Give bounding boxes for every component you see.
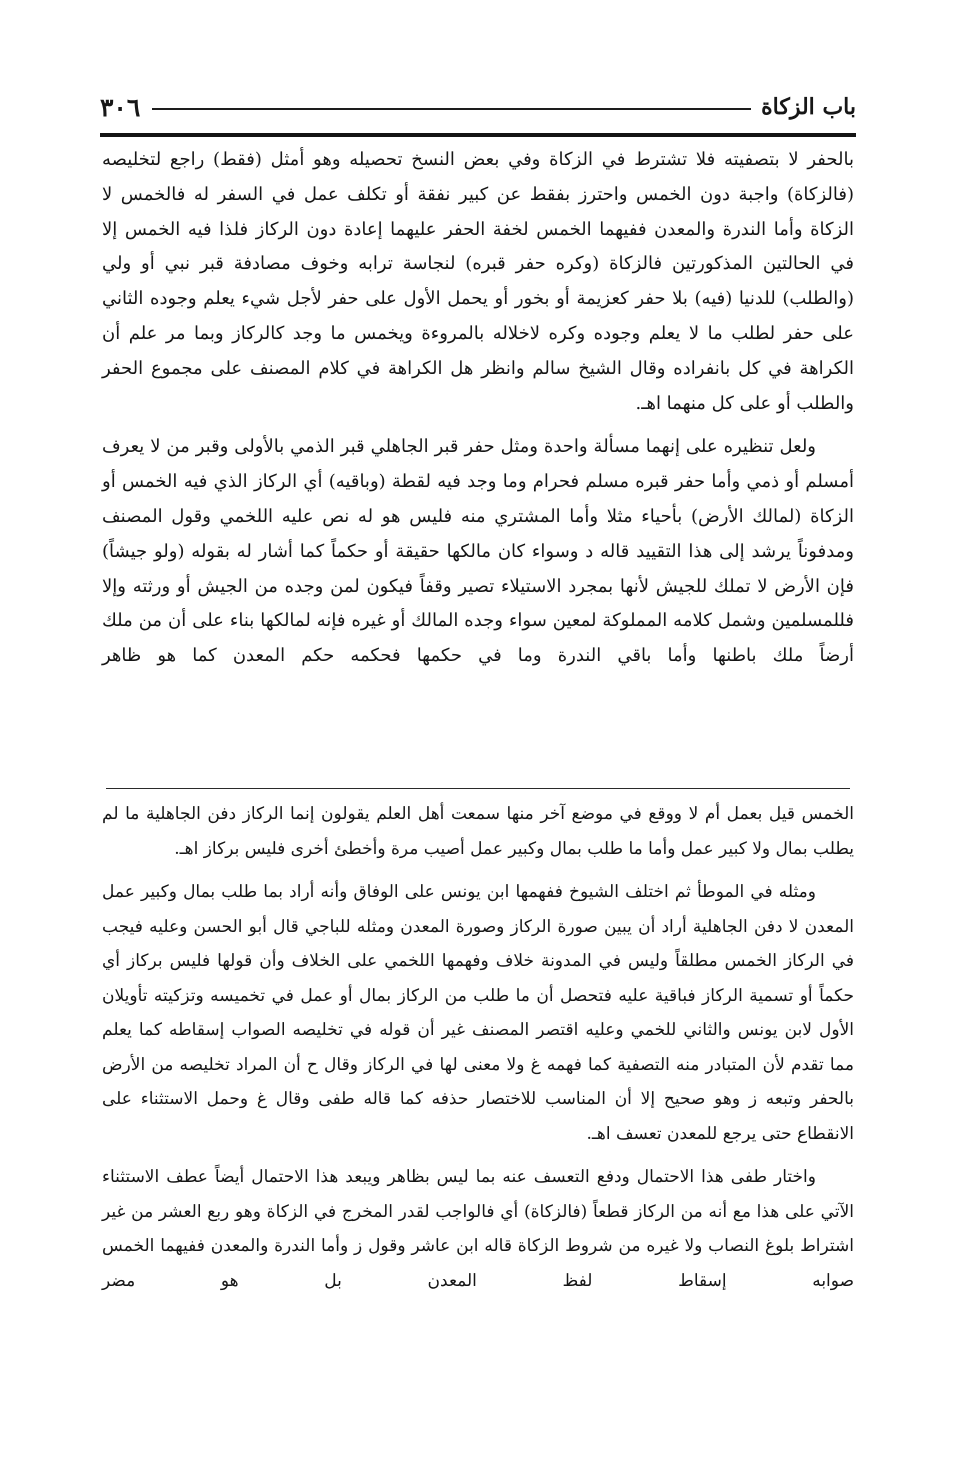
footnote-divider [106, 788, 850, 789]
header-rule [152, 108, 751, 110]
chapter-title: باب الزكاة [761, 94, 856, 120]
header-divider [100, 133, 856, 137]
footnote-paragraph: واختار طفى هذا الاحتمال ودفع التعسف عنه بما ليس بظاهر ويبعد هذا الاحتمال أيضاً عطف الاستثناء الآتي على هذا مع أنه من الركاز قطعاً (فالزكاة) أي فالواجب لقدر المخرج في الزكاة وهو ربع العشر من غير اشتراط بلوغ النصاب ولا غيره من شروط الزكاة قاله ابن عاشر وقول ز وأما الندرة والمعدن ففيهما الخمس صوابه إسقاط لفظ المعدن بل هو مضر [102, 1167, 854, 1291]
page-header [100, 90, 856, 124]
main-text [102, 143, 854, 674]
main-paragraph: ولعل تنظيره على إنهما مسألة واحدة ومثل حفر قبر الجاهلي قبر الذمي بالأولى وقبر من لا يعرف أمسلم أو ذمي وأما حفر قبره مسلم فحرام وما وجد فيه لقطة (وباقيه) أي الركاز الذي فيه الخمس أو الزكاة (لمالك الأرض) بأحياء مثلا وأما المشتري منه فليس هو له نص عليه اللخمي وقول المصنف ومدفوناً يرشد إلى هذا التقييد قاله د وسواء كان مالكها حقيقة أو حكماً كما أشار له بقوله (ولو جيشاً) فإن الأرض لا تملك للجيش لأنها بمجرد الاستيلاء تصير وقفاً فيكون لمن وجده من الجيش أو ورثته وإلا فللمسلمين وشمل كلامه المملوكة لمعين سواء وجده المالك أو غيره فإنه لمالكها بناء على أن من ملك أرضاً ملك باطنها وأما باقي الندرة وما في حكمها فحكمه حكم المعدن كما هو ظاهر [102, 436, 854, 667]
footnote-paragraph: ومثله في الموطأ ثم اختلف الشيوخ ففهمها ابن يونس على الوفاق وأنه أراد بما طلب بمال وكبير عمل المعدن لا دفن الجاهلية أراد أن يبين صورة الركاز وصورة المعدن ومثله للباجي قال أبو الحسن وعليه فيجب في الركاز الخمس مطلقاً وليس في المدونة خلاف وفهمها اللخمي على الخلاف وأن قولها فليس بركاز أي حكماً أو تسمية الركاز فباقية عليه فتحصل أن ما طلب من الركاز بمال أو عمل في تخميسه وتزكيته تأويلان الأول لابن يونس والثاني للخمي وعليه اقتصر المصنف غير أن قوله في تخليصه الصواب إسقاطه كما يعلم مما تقدم لأن المتبادر منه التصفية كما فهمه غ ولا معنى لها في الركاز وقال ح أن المراد تخليصه من الأرض بالحفر وتبعه ز وهو صحيح إلا أن المناسب للاختصار حذفه كما قاله طفى وقال غ وحمل الاستثناء على الانقطاع حتى يرجع للمعدن تعسف اهـ. [102, 882, 854, 1144]
footnote-paragraph: الخمس قيل بعمل أم لا ووقع في موضع آخر منها سمعت أهل العلم يقولون إنما الركاز دفن الجاهلية ما لم يطلب بمال ولا كبير عمل وأما ما طلب بمال وكبير عمل أصيب مرة وأخطئ أخرى فليس بركاز اهـ. [102, 804, 854, 859]
page-number: ٣٠٦ [100, 92, 141, 122]
main-paragraph: بالحفر لا بتصفيته فلا تشترط في الزكاة وفي بعض النسخ تحصيله وهو أمثل (فقط) راجع لتخليصه (فالزكاة) واجبة دون الخمس واحترز بفقط عن كبير نفقة أو تكلف عمل في السفر له فالخمس لا الزكاة وأما الندرة والمعدن ففيهما الخمس لخفة الحفر عليهما إعادة دون الركاز فلذا فيه الخمس إلا في الحالتين المذكورتين فالزكاة (وكره حفر قبره) لنجاسة ترابه وخوف مصادفة قبر نبي أو ولي (والطلب) للدنيا (فيه) بلا حفر كعزيمة أو بخور أو يحمل الأول على حفر لأجل شيء يعلم وجوده الثاني على حفر لطلب ما لا يعلم وجوده وكره لاخلاله بالمروءة ويخمس ما وجد كالركاز وبما مر علم أن الكراهة في كل بانفراده وقال الشيخ سالم وانظر هل الكراهة في كلام المصنف على مجموع الحفر والطلب أو على كل منهما اهـ. [102, 149, 854, 414]
footnotes [102, 797, 854, 1298]
